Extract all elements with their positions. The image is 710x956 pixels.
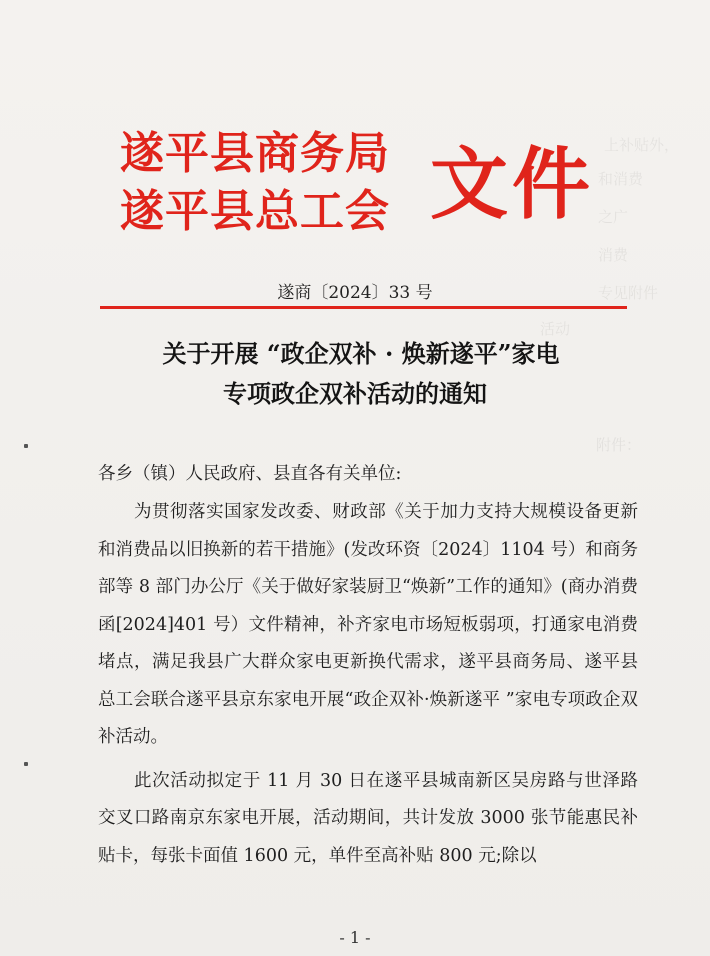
- notice-body: [98, 494, 638, 875]
- bleed-through-text: 专见附件: [598, 284, 659, 302]
- notice-title-line1: 关于开展 “政企双补 · 焕新遂平”家电: [162, 339, 560, 368]
- bleed-through-text: 和消费: [598, 170, 644, 188]
- page-number: - 1 -: [339, 928, 371, 947]
- body-paragraph: 为贯彻落实国家发改委、财政部《关于加力支持大规模设备更新和消费品以旧换新的若干措施》(发改环资〔2024〕1104 号）和商务部等 8 部门办公厅《关于做好家装厨卫“焕新”工作的通知》(商办消费函[2024]401 号）文件精神，补齐家电市场短板弱项，打通家电消费堵点，满足我县广大群众家电更新换代需求，遂平县商务局、遂平县总工会联合遂平县京东家电开展“政企双补·焕新遂平 ”家电专项政企双补活动。: [98, 502, 638, 747]
- notice-title-line2: 专项政企双补活动的通知: [223, 379, 487, 408]
- issuing-agency-commerce: 遂平县商务局: [120, 128, 390, 179]
- bleed-through-text: 活动: [540, 320, 571, 338]
- salutation: 各乡（镇）人民政府、县直各有关单位:: [98, 464, 402, 484]
- document-number: 遂商〔2024〕33 号: [277, 283, 433, 303]
- scan-speck: [24, 762, 28, 766]
- issuing-agency-union: 遂平县总工会: [120, 186, 390, 237]
- bleed-through-text: 上补贴外，: [604, 136, 680, 154]
- bleed-through-text: 之广: [598, 208, 629, 226]
- scan-speck: [24, 444, 28, 448]
- bleed-through-text: 消费: [598, 246, 629, 264]
- body-paragraph: 此次活动拟定于 11 月 30 日在遂平县城南新区吴房路与世泽路交叉口路南京东家电开展，活动期间，共计发放 3000 张节能惠民补贴卡，每张卡面值 1600 元，单件至高补贴 800 元;除以: [98, 770, 638, 866]
- document-type-label: 文件: [430, 139, 595, 230]
- bleed-through-text: 附件：: [596, 436, 642, 454]
- red-header-divider: [100, 306, 627, 309]
